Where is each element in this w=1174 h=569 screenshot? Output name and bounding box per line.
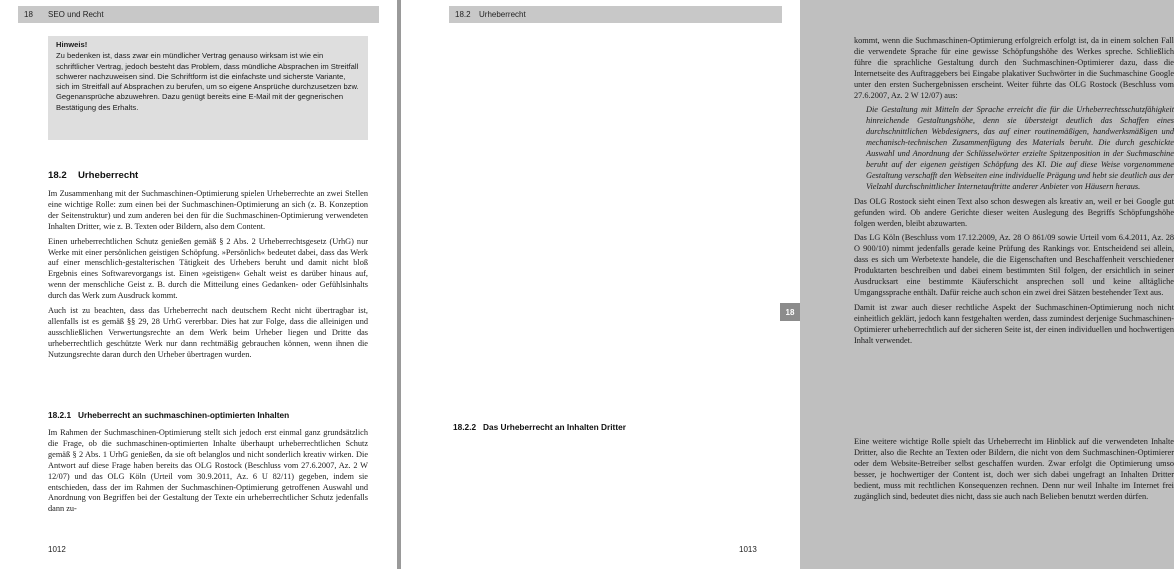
subsection-text — [48, 428, 368, 519]
body-text — [48, 189, 368, 365]
paragraph: Das OLG Rostock sieht einen Text also schon deswegen als kreativ an, weil er bei Google gut gefunden wird. Ob andere Gerichte dieser weiten Auslegung des Begriffs Schöpfungshöhe folgen werden, bleibt abzuwarten. — [854, 196, 1174, 228]
running-header — [18, 6, 379, 23]
paragraph: Im Rahmen der Suchmaschinen-Optimierung stellt sich jedoch erst einmal ganz grundsätzlich die Frage, ob die suchmaschinen-optimierten Inhalte überhaupt urheberrechtlichen Schutz gemäß § 2 Abs. 1 UrhG genießen, da sie oft belanglos und nicht sonderlich kreativ wirken. Die Antwort auf diese Frage haben bereits das OLG Rostock (Beschluss vom 27.6.2007, Az. 2 W 12/07) und das OLG Köln (Urteil vom 30.9.2011, Az. 6 U 82/11) gegeben, indem sie entschieden, dass der im Rahmen der Suchmaschinen-Optimierung getroffenen Auswahl und Anordnung von Begriffen bei der Gestaltung der Texte ein urheberrechtlicher Schutz jedenfalls dann zu- — [48, 428, 368, 514]
note-box — [48, 36, 368, 140]
paragraph: Einen urheberrechtlichen Schutz genießen gemäß § 2 Abs. 2 Urheberrechtsgesetz (UrhG) nur Werke mit einer persönlichen geistigen Schöpfung. »Persönlich« bedeutet dabei, dass das Werk auf einer menschlich-gestalterischen Tätigkeit des Urhebers beruht und damit nicht bloß Ergebnis eines Softwarevorgangs ist. Einen »geistigen« Gehalt weist es darüber hinaus auf, wenn der menschliche Geist z. B. durch die Mitteilung eines Gedanken- oder Gefühlsinhalts durch das Werk zum Ausdruck kommt. — [48, 236, 368, 301]
subsection-text — [854, 437, 1174, 506]
header-chapter-number: 18 — [24, 10, 33, 19]
note-title: Hinweis! — [56, 40, 88, 49]
page-number: 1012 — [48, 545, 66, 554]
left-page — [0, 0, 397, 569]
header-chapter-title: SEO und Recht — [48, 10, 104, 19]
section-heading — [48, 170, 138, 181]
body-text — [854, 36, 1174, 350]
right-page — [401, 0, 1174, 569]
paragraph: Das LG Köln (Beschluss vom 17.12.2009, Az. 28 O 861/09 sowie Urteil vom 6.4.2011, Az. 28 O 900/10) nimmt jedenfalls gerade keine Prüfung des Rankings vor. Entscheidend sei allein, dass es sich um Werbetexte handele, die die Eigenschaften und Beschaffenheit verschiedener Produktarten beschreiben und dabei einem bestimmten Stil folgen, der ersichtlich in seiner Ausdrucksart eine bestimmte Käuferschicht ansprechen soll und keine alltägliche Umgangssprache enthält. Dafür reiche auch schon ein zwei drei Sätzen bestehender Text aus. — [854, 233, 1174, 297]
paragraph: Damit ist zwar auch dieser rechtliche Aspekt der Suchmaschinen-Optimierung noch nicht einheitlich geklärt, jedoch kann festgehalten werden, dass zumindest derjenige Suchmaschinen-Optimierer urheberrechtlich auf der sicheren Seite ist, der einen individuellen und hochwertigen Inhalt verwendet. — [854, 302, 1174, 345]
subsection-title: Das Urheberrecht an Inhalten Dritter — [483, 422, 626, 432]
paragraph: Im Zusammenhang mit der Suchmaschinen-Optimierung spielen Urheberrechte an zwei Stellen eine wichtige Rolle: zum einen bei der Suchmaschinen-Optimierung an sich (z. B. Konzeption der Seitenstruktur) und zum anderen bei den für die Suchmaschinen-Optimierung verwendeten Inhalten Dritter, wie z. B. Texten oder Bildern, also dem Content. — [48, 189, 368, 231]
section-number: 18.2 — [48, 170, 67, 181]
chapter-thumb-tab: 18 — [780, 303, 800, 321]
subsection-number: 18.2.2 — [453, 422, 477, 432]
paragraph: kommt, wenn die Suchmaschinen-Optimierung erfolgreich erfolgt ist, da in einem solchen Fall die verwendete Sprache für eine gewisse Schöpfungshöhe des Werkes spreche. Schließlich führe die sprachliche Gestaltung durch den Suchmaschinen-Optimierer dazu, dass die Internetseite des Auftraggebers bei Eingabe plakativer Suchwörter in die Suchmaschine Google unter den ersten Suchergebnissen erscheint. Weiter führte das OLG Rostock (Beschluss vom 27.6.2007, Az. 2 W 12/07) aus: — [854, 36, 1174, 100]
header-chapter-number: 18.2 — [455, 10, 471, 19]
subsection-number: 18.2.1 — [48, 410, 72, 420]
subsection-heading — [48, 410, 289, 420]
note-text: Zu bedenken ist, dass zwar ein mündlicher Vertrag genauso wirksam ist wie ein schriftlicher Vertrag, jedoch besteht das Problem, dass mündliche Absprachen im Streitfall schwerer nachzuweisen sind. Die Schriftform ist die einfachste und sicherste Variante, sich im Streitfall auf Absprachen zu berufen, um so eigene Ansprüche durchzusetzen bzw. Gegenansprüche abzuwehren. Dazu genügt bereits eine E-Mail mit der gegnerischen Bestätigung des Erhalts. — [56, 51, 359, 112]
running-header — [449, 6, 782, 23]
subsection-title: Urheberrecht an suchmaschinen-optimierten Inhalten — [78, 410, 290, 420]
paragraph: Eine weitere wichtige Rolle spielt das Urheberrecht im Hinblick auf die verwendeten Inhalte Dritter, also die Rechte an Texten oder Bildern, die nicht von dem Suchmaschinen-Optimierer oder dem Website-Betreiber selbst geschaffen wurden. Zwar erfolgt die Optimierung umso besser, je hochwertiger der Content ist, doch wer sich dabei ungefragt an Inhalten Dritter bedient, muss mit rechtlichen Konsequenzen rechnen. Denn nur weil Inhalte im Internet frei zugänglich sind, bedeutet dies nicht, dass sie auch nach Belieben benutzt werden dürfen. — [854, 437, 1174, 501]
subsection-heading — [453, 422, 626, 432]
paragraph: Auch ist zu beachten, dass das Urheberrecht nach deutschem Recht nicht übertragbar ist, allenfalls ist es gemäß §§ 29, 28 UrhG vererbbar. Dies hat zur Folge, dass die alleinigen und ausschließlichen Verwertungsrechte an dem Werk beim Urheber liegen und Dritte das urheberrechtlich geschützte Werk nur dann rechtmäßig gebrauchen können, wenn ihnen die Nutzungsrechte daran durch den Urheber übertragen wurden. — [48, 306, 368, 359]
court-quote: Die Gestaltung mit Mitteln der Sprache erreicht die für die Urheberrechtsschutzfähigkeit hinreichende Gestaltungshöhe, denn sie übersteigt deutlich das Schaffen eines durchschnittlichen Webdesigners, das auf einer routinemäßigen, handwerksmäßigen und mechanisch-technischen Zusammenfügung des Materials beruht. Die durch geschickte Auswahl und Anordnung der Schlüsselwörter erzielte Spitzenposition in der Suchmaschine beruht auf der eigenen geistigen Schöpfung des Kl. Die auf diese Weise vorgenommene Gestaltung verschafft den Webseiten eine individuelle Prägung und hebt sie deutlich aus der Vielzahl durchschnittlicher Internetauftritte anderer Anbieter von Häusern heraus. — [866, 105, 1174, 191]
page-number: 1013 — [739, 545, 757, 554]
section-title: Urheberrecht — [78, 170, 139, 181]
header-chapter-title: Urheberrecht — [479, 10, 526, 19]
